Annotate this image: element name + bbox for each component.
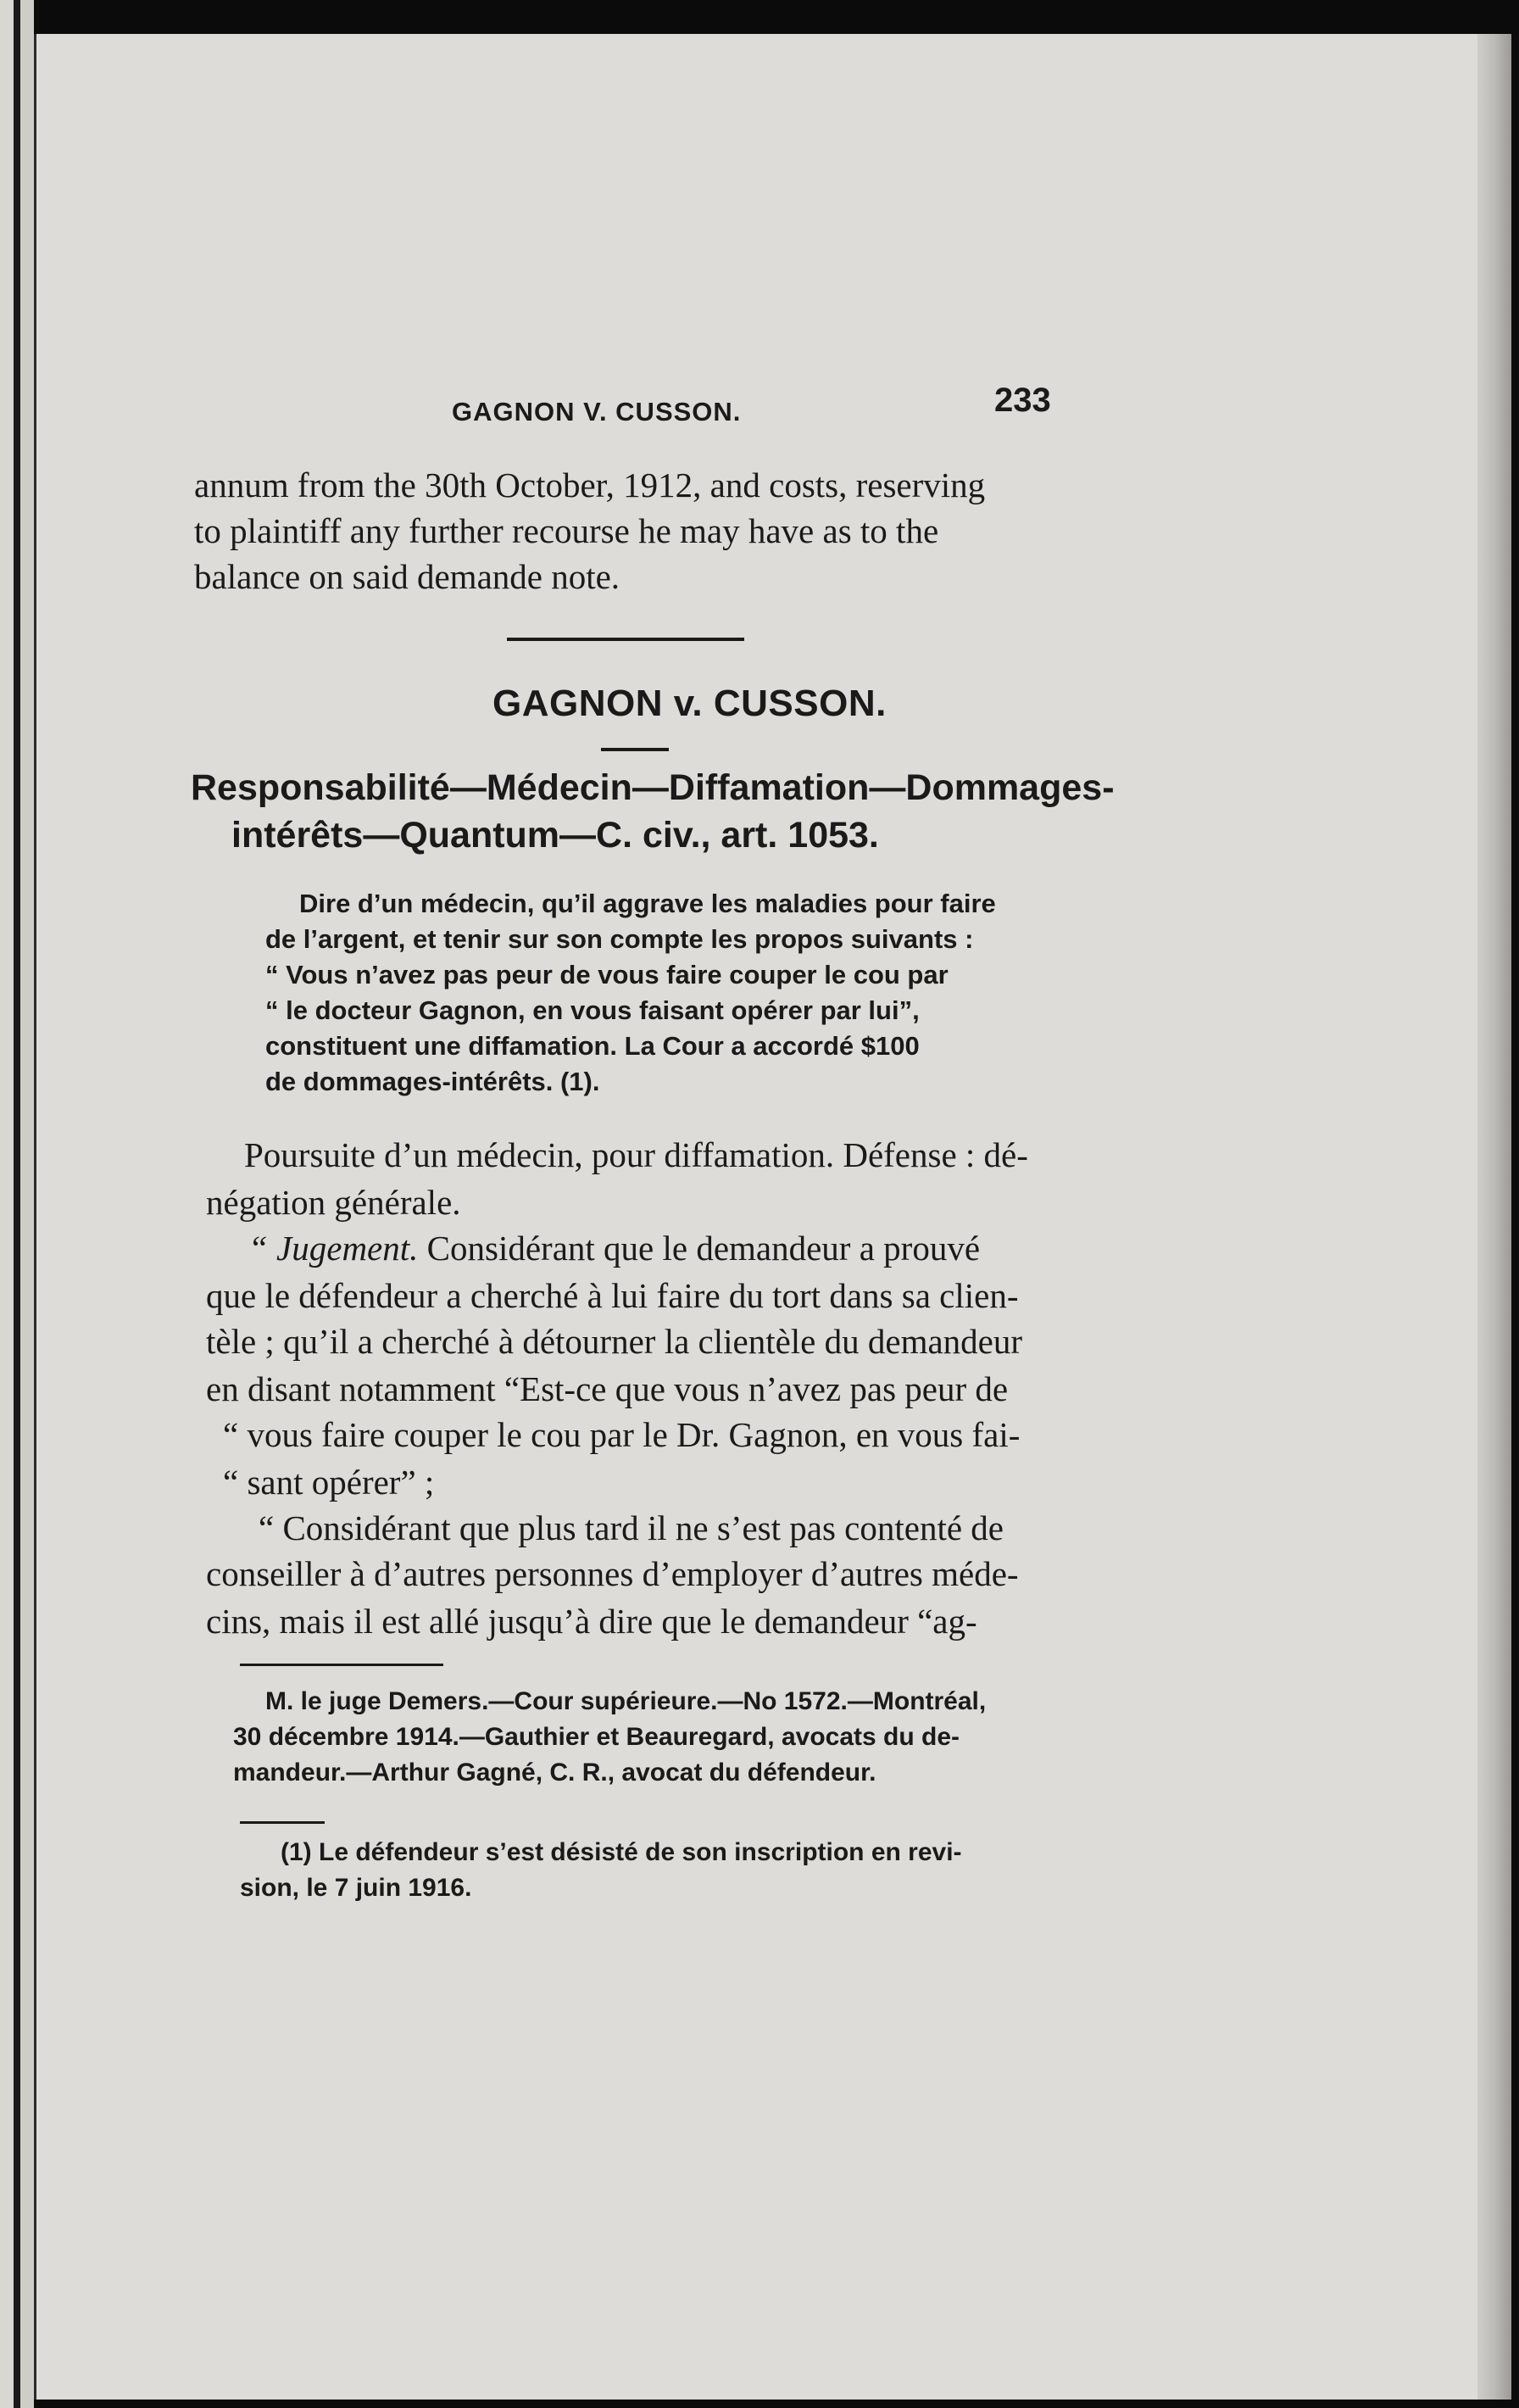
summary-line: de l’argent, et tenir sur son compte les propos suivants : <box>265 924 974 954</box>
prior-case-line: to plaintiff any further recourse he may have as to the <box>194 511 939 550</box>
body-line: cins, mais il est allé jusqu’à dire que le demandeur “ag- <box>206 1602 977 1641</box>
body-line: que le défendeur a cherché à lui faire du tort dans sa clien- <box>206 1276 1019 1315</box>
summary-line: “ Vous n’avez pas peur de vous faire couper le cou par <box>265 960 949 989</box>
body-line: conseiller à d’autres personnes d’employer d’autres méde- <box>206 1554 1019 1593</box>
court-note-line: M. le juge Demers.—Cour supérieure.—No 1572.—Montréal, <box>265 1687 987 1715</box>
page-number: 233 <box>994 382 1051 419</box>
body-line: “ Considérant que plus tard il ne s’est pas contenté de <box>259 1508 1004 1547</box>
body-line: en disant notamment “Est-ce que vous n’avez pas peur de <box>206 1369 1009 1408</box>
body-line: négation générale. <box>206 1183 461 1222</box>
footnote-divider-rule <box>240 1664 443 1666</box>
prior-case-line: balance on said demande note. <box>194 557 620 596</box>
summary-line: Dire d’un médecin, qu’il aggrave les maladies pour faire <box>299 889 996 918</box>
body-line: “ sant opérer” ; <box>223 1463 435 1502</box>
case-title: GAGNON v. CUSSON. <box>492 683 887 724</box>
court-note-line: mandeur.—Arthur Gagné, C. R., avocat du défendeur. <box>233 1759 876 1786</box>
headnote-line: Responsabilité—Médecin—Diffamation—Dommages- <box>191 767 1115 808</box>
body-line-rest: Considérant que le demandeur a prouvé <box>418 1229 981 1268</box>
running-head: GAGNON V. CUSSON. <box>452 397 742 426</box>
title-underline-rule <box>601 748 669 751</box>
section-divider-rule <box>507 638 744 641</box>
headnote-line: intérêts—Quantum—C. civ., art. 1053. <box>231 815 879 856</box>
summary-line: “ le docteur Gagnon, en vous faisant opérer par lui”, <box>265 995 920 1025</box>
body-line: tèle ; qu’il a cherché à détourner la clientèle du demandeur <box>206 1322 1023 1361</box>
summary-line: de dommages-intérêts. (1). <box>265 1067 600 1096</box>
footnote-line: (1) Le défendeur s’est désisté de son inscription en revi- <box>281 1838 962 1866</box>
body-line: “ vous faire couper le cou par le Dr. Gagnon, en vous fai- <box>223 1415 1021 1454</box>
prior-case-line: annum from the 30th October, 1912, and costs, reserving <box>194 465 986 504</box>
book-spine-edge <box>0 0 34 2408</box>
book-page <box>34 34 1477 2400</box>
summary-line: constituent une diffamation. La Cour a accordé $100 <box>265 1031 920 1061</box>
footnote-line: sion, le 7 juin 1916. <box>240 1874 472 1902</box>
body-line: Poursuite d’un médecin, pour diffamation. Défense : dé- <box>244 1135 1028 1174</box>
body-line <box>248 1231 980 1266</box>
court-note-line: 30 décembre 1914.—Gauthier et Beauregard, avocats du de- <box>233 1723 960 1751</box>
footnote-divider-rule-short <box>240 1821 325 1824</box>
jugement-label: “ Jugement. <box>248 1229 419 1268</box>
page-edge-shadow <box>1477 34 1511 2400</box>
